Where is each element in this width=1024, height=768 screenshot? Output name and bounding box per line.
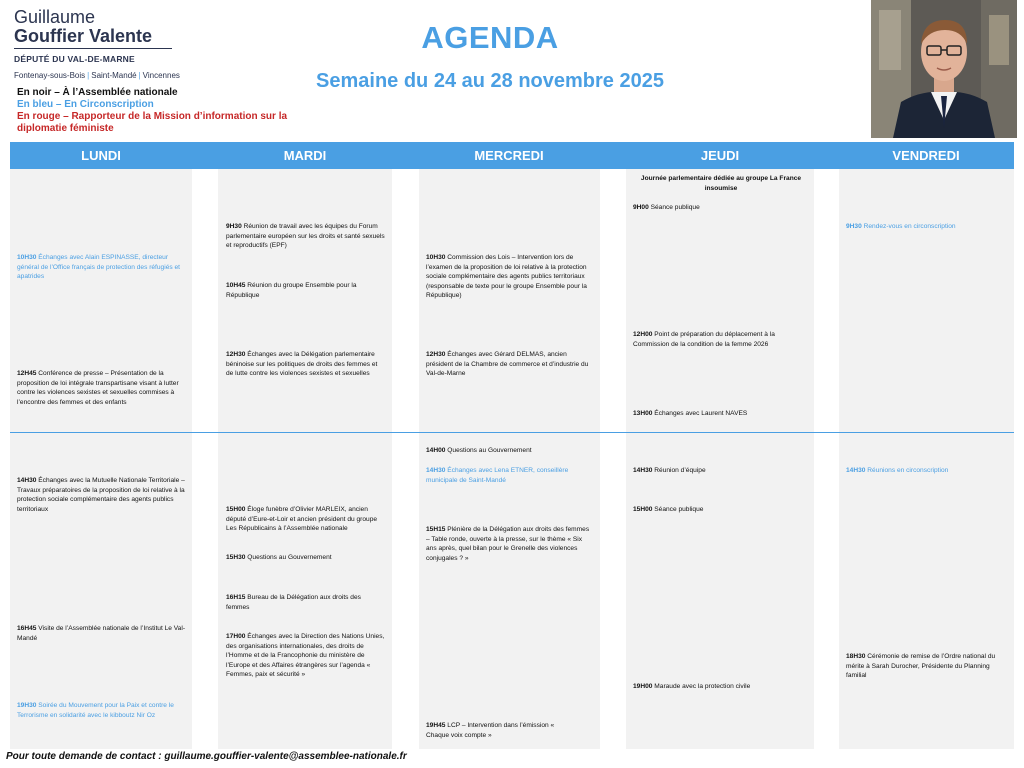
event-mardi-5 (226, 553, 388, 563)
event-time: 12H30 (226, 351, 246, 358)
event-time: 16H15 (226, 594, 246, 601)
event-time: 9H30 (846, 223, 862, 230)
column-jeudi (626, 169, 814, 749)
contact-footer: Pour toute demande de contact : guillaume.gouffier-valente@assemblee-nationale.fr (6, 751, 407, 762)
legend-black: En noir – À l’Assemblée nationale (17, 87, 178, 98)
morning-afternoon-divider (10, 432, 1014, 433)
logo-towns (14, 71, 194, 80)
day-header-mardi: MARDI (283, 148, 327, 163)
logo-role: DÉPUTÉ DU VAL-DE-MARNE (14, 54, 135, 64)
event-jeudi-5 (633, 466, 807, 476)
event-time: 12H00 (633, 331, 653, 338)
event-time: 17H00 (226, 633, 246, 640)
legend-blue: En bleu – En Circonscription (17, 99, 154, 110)
event-text: Échanges avec Gérard DELMAS, ancien président de la Chambre de commerce et d’industrie du Val-de-Marne (426, 351, 589, 378)
town-saint-mande: Saint-Mandé (91, 71, 137, 80)
event-text: Échanges avec Lena ETNER, conseillère municipale de Saint-Mandé (426, 467, 569, 484)
week-subtitle: Semaine du 24 au 28 novembre 2025 (316, 70, 664, 92)
event-lundi-1 (17, 253, 187, 282)
event-time: 14H30 (846, 467, 866, 474)
event-time: 16H45 (17, 625, 37, 632)
event-time: 18H30 (846, 653, 866, 660)
event-text: Soirée du Mouvement pour la Paix et contre le Terrorisme en solidarité avec le kibboutz Nir Oz (17, 702, 174, 719)
town-separator: | (87, 71, 90, 80)
deputy-logo (14, 8, 194, 80)
event-mercredi-3 (426, 446, 592, 456)
event-mercredi-1 (426, 253, 592, 301)
day-header-vendredi: VENDREDI (892, 148, 960, 163)
town-separator: | (138, 71, 141, 80)
event-time: 14H30 (633, 467, 653, 474)
day-header-jeudi: JEUDI (700, 148, 740, 163)
event-text: Échanges avec la Mutuelle Nationale Territoriale – Travaux préparatoires de la proposition de loi relative à la protection sociale complémentaire des agents publics territoriaux (17, 477, 185, 513)
portrait-photo (871, 0, 1017, 138)
event-mercredi-5 (426, 525, 590, 563)
event-time: 9H30 (226, 223, 242, 230)
event-text: Cérémonie de remise de l’Ordre national du mérite à Sarah Durocher, Présidente du Planning familial (846, 653, 996, 680)
event-text: Séance publique (654, 506, 704, 513)
event-text: Échanges avec Laurent NAVES (654, 410, 748, 417)
event-text: Bureau de la Délégation aux droits des femmes (226, 594, 361, 611)
event-vendredi-2 (846, 466, 1010, 476)
town-fontenay: Fontenay-sous-Bois (14, 71, 86, 80)
event-text: Rendez-vous en circonscription (863, 223, 956, 230)
event-text: Éloge funèbre d’Olivier MARLEIX, ancien député d’Eure-et-Loir et ancien président du groupe Les Républicains à l’Assemblée nationale (226, 506, 378, 533)
event-time: 14H00 (426, 447, 446, 454)
event-text: Réunion d’équipe (654, 467, 706, 474)
event-lundi-4 (17, 624, 187, 643)
event-time: 10H45 (226, 282, 246, 289)
event-text: Conférence de presse – Présentation de la proposition de loi intégrale transpartisane visant à lutter contre les violences sexistes et sexuelles commises à l’encontre des femmes et des enfants (17, 370, 179, 406)
event-time: 12H30 (426, 351, 446, 358)
event-vendredi-1 (846, 222, 1010, 232)
event-text: Réunions en circonscription (867, 467, 949, 474)
logo-first-name: Guillaume (14, 7, 96, 27)
event-text: Échanges avec la Direction des Nations Unies, des organisations internationales, des droits de l’Homme et de la Francophonie du ministère de l’Europe et des Affaires étrangères sur l’agenda « Femmes, paix et sécurité » (226, 633, 385, 679)
event-jeudi-1 (633, 174, 809, 193)
event-text: Journée parlementaire dédiée au groupe La France insoumise (640, 175, 802, 192)
event-text: Point de préparation du déplacement à la Commission de la condition de la femme 2026 (633, 331, 775, 348)
page-title: AGENDA (421, 20, 559, 55)
event-mercredi-2 (426, 350, 590, 379)
event-mardi-1 (226, 222, 386, 251)
event-text: Maraude avec la protection civile (654, 683, 751, 690)
event-jeudi-3 (633, 330, 809, 349)
event-time: 10H30 (17, 254, 37, 261)
event-vendredi-3 (846, 652, 1010, 681)
event-mardi-2 (226, 281, 386, 300)
town-vincennes: Vincennes (142, 71, 180, 80)
day-header-lundi: LUNDI (81, 148, 121, 163)
event-time: 14H30 (17, 477, 37, 484)
event-lundi-2 (17, 369, 189, 407)
event-mercredi-4 (426, 466, 592, 485)
event-text: Séance publique (650, 204, 700, 211)
event-jeudi-7 (633, 682, 807, 692)
event-jeudi-6 (633, 505, 807, 515)
event-text: Questions au Gouvernement (447, 447, 532, 454)
event-time: 15H00 (633, 506, 653, 513)
event-text: Questions au Gouvernement (247, 554, 332, 561)
event-mardi-4 (226, 505, 388, 534)
event-lundi-3 (17, 476, 187, 514)
event-time: 15H30 (226, 554, 246, 561)
event-mercredi-6 (426, 721, 576, 740)
event-time: 19H30 (17, 702, 37, 709)
event-time: 12H45 (17, 370, 37, 377)
event-time: 15H00 (226, 506, 246, 513)
legend-red: En rouge – Rapporteur de la Mission d’information sur la diplomatie féministe (17, 111, 288, 134)
event-time: 13H00 (633, 410, 653, 417)
logo-rule (14, 48, 172, 49)
event-text: Visite de l’Assemblée nationale de l’Institut Le Val-Mandé (17, 625, 186, 642)
event-text: Commission des Lois – Intervention lors de l’examen de la proposition de loi relative à la protection sociale complémentaire des agents publics territoriaux (responsable de texte pour le groupe Ensemble pour la République) (426, 254, 587, 300)
day-header-mercredi: MERCREDI (474, 148, 544, 163)
event-mardi-6 (226, 593, 386, 612)
event-text: Réunion de travail avec les équipes du Forum parlementaire européen sur les droits et santé sexuels et reproductifs (EPF) (226, 223, 385, 250)
event-time: 9H00 (633, 204, 649, 211)
event-lundi-5 (17, 701, 177, 720)
event-time: 10H30 (426, 254, 446, 261)
event-time: 14H30 (426, 467, 446, 474)
event-text: Réunion du groupe Ensemble pour la République (226, 282, 357, 299)
logo-last-name: Gouffier Valente (14, 26, 153, 46)
event-time: 15H15 (426, 526, 446, 533)
event-text: LCP – Intervention dans l’émission « Chaque voix compte » (426, 722, 555, 739)
event-mardi-3 (226, 350, 386, 379)
color-legend (17, 87, 317, 135)
event-jeudi-2 (633, 203, 807, 213)
event-time: 19H00 (633, 683, 653, 690)
event-jeudi-4 (633, 409, 807, 419)
event-time: 19H45 (426, 722, 446, 729)
event-text: Échanges avec Alain ESPINASSE, directeur général de l’Office français de protection des réfugiés et apatrides (17, 254, 180, 281)
event-text: Plénière de la Délégation aux droits des femmes – Table ronde, ouverte à la presse, sur le thème « Six ans après, quel bilan pour le Grenelle des violences conjugales ? » (426, 526, 590, 562)
event-mardi-7 (226, 632, 388, 680)
event-text: Échanges avec la Délégation parlementaire béninoise sur les politiques de droits des femmes et de lutte contre les violences sexistes et sexuelles (226, 351, 378, 378)
